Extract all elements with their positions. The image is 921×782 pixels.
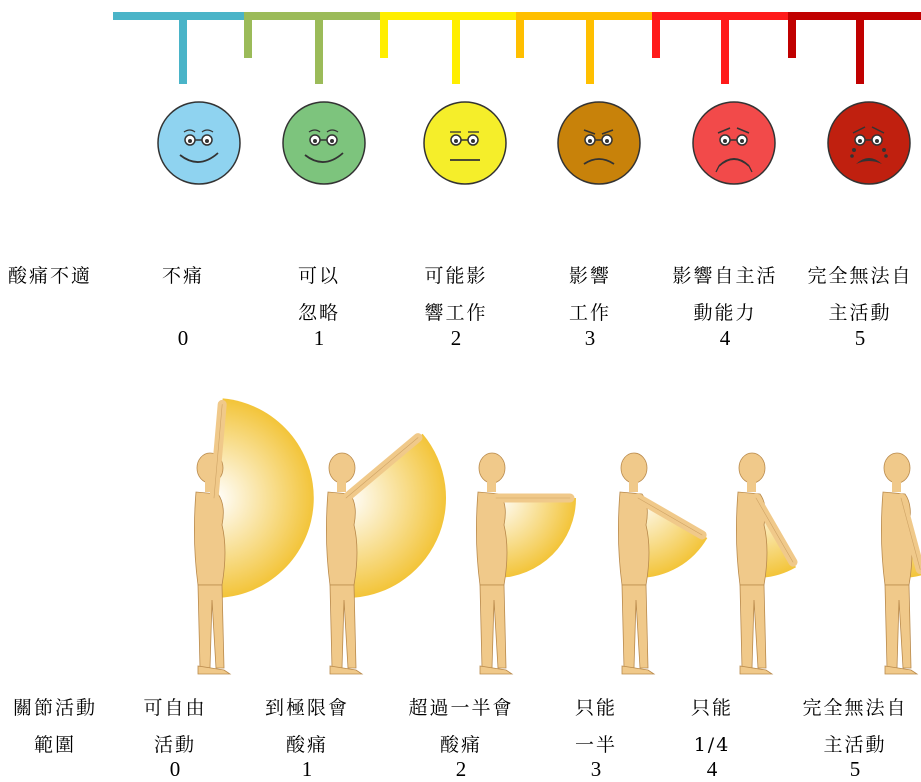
rom-figure-5 <box>865 410 921 680</box>
rom-level-2-label <box>391 690 531 764</box>
pain-level-4-label <box>660 258 790 332</box>
scale-tick-1 <box>244 12 252 58</box>
scale-tick-2 <box>380 12 388 58</box>
rom-level-1-line2: 酸痛 <box>285 734 328 756</box>
rom-figure-2 <box>460 410 620 680</box>
scale-stem-2 <box>452 12 460 84</box>
scale-tick-4 <box>652 12 660 58</box>
pain-level-5-label <box>795 258 921 332</box>
pain-level-3-line2: 工作 <box>568 302 611 324</box>
rom-figure-1 <box>310 410 470 680</box>
pain-level-3-score: 3 <box>584 326 596 350</box>
pain-level-3-label <box>525 258 655 332</box>
pain-level-4-score: 4 <box>719 326 731 350</box>
pain-row-label: 酸痛不適 <box>8 265 93 287</box>
rom-row-label <box>10 690 100 764</box>
scale-segment-5 <box>788 12 921 20</box>
rom-level-5-label <box>785 690 921 764</box>
scale-stem-0 <box>179 12 187 84</box>
rom-level-5-line1: 完全無法自 <box>802 697 908 719</box>
pain-level-1-line2: 忽略 <box>297 302 340 324</box>
rom-level-3-line1: 只能 <box>574 697 617 719</box>
face-icon-0 <box>154 98 244 188</box>
pain-level-5-line1: 完全無法自 <box>807 265 913 287</box>
scale-stem-5 <box>856 12 864 84</box>
face-icon-3 <box>554 98 644 188</box>
pain-level-4-line2: 動能力 <box>693 302 757 324</box>
rom-sector-2 <box>496 498 576 578</box>
pain-level-5-line2: 主活動 <box>828 302 892 324</box>
pain-level-5-score: 5 <box>854 326 866 350</box>
rom-level-2-line2: 酸痛 <box>439 734 482 756</box>
rom-level-0-line1: 可自由 <box>143 697 207 719</box>
rom-level-1-label <box>237 690 377 764</box>
rom-level-4-line1: 只能 <box>690 697 733 719</box>
rom-row-label-line2: 範圍 <box>33 734 76 756</box>
scale-stem-4 <box>721 12 729 84</box>
pain-level-0-score: 0 <box>177 326 189 350</box>
rom-level-0-score: 0 <box>169 757 181 781</box>
scale-tick-3 <box>516 12 524 58</box>
face-icon-5 <box>824 98 914 188</box>
rom-level-2-line1: 超過一半會 <box>408 697 514 719</box>
rom-level-1-score: 1 <box>301 757 313 781</box>
rom-level-4-line2: 1/4 <box>693 734 731 756</box>
rom-level-5-score: 5 <box>849 757 861 781</box>
scale-stem-1 <box>315 12 323 84</box>
scale-stem-3 <box>586 12 594 84</box>
pain-level-3-line1: 影響 <box>568 265 611 287</box>
rom-sector-0 <box>214 398 314 598</box>
rom-level-0-line2: 活動 <box>153 734 196 756</box>
pain-level-1-label <box>254 258 384 332</box>
pain-level-2-score: 2 <box>450 326 462 350</box>
pain-level-0-line1: 不痛 <box>161 265 204 287</box>
face-icon-2 <box>420 98 510 188</box>
scale-tick-5 <box>788 12 796 58</box>
rom-level-1-line1: 到極限會 <box>264 697 349 719</box>
scale-segment-1 <box>244 12 384 20</box>
face-icon-4 <box>689 98 779 188</box>
face-icon-1 <box>279 98 369 188</box>
pain-color-scale <box>0 0 921 90</box>
pain-level-4-line1: 影響自主活 <box>672 265 778 287</box>
rom-figure-4 <box>720 410 880 680</box>
rom-level-4-score: 4 <box>706 757 718 781</box>
pain-level-2-line2: 響工作 <box>424 302 488 324</box>
scale-segment-2 <box>380 12 520 20</box>
pain-level-1-line1: 可以 <box>297 265 340 287</box>
rom-level-0-label <box>105 690 245 764</box>
rom-level-3-score: 3 <box>590 757 602 781</box>
rom-level-2-score: 2 <box>455 757 467 781</box>
rom-level-4-label <box>642 690 782 764</box>
rom-row-label-line1: 關節活動 <box>12 697 97 719</box>
pain-level-2-line1: 可能影 <box>424 265 488 287</box>
pain-level-0-label <box>118 258 248 332</box>
rom-level-5-line2: 主活動 <box>823 734 887 756</box>
rom-level-3-line2: 一半 <box>574 734 617 756</box>
pain-level-1-score: 1 <box>313 326 325 350</box>
pain-level-2-label <box>391 258 521 332</box>
